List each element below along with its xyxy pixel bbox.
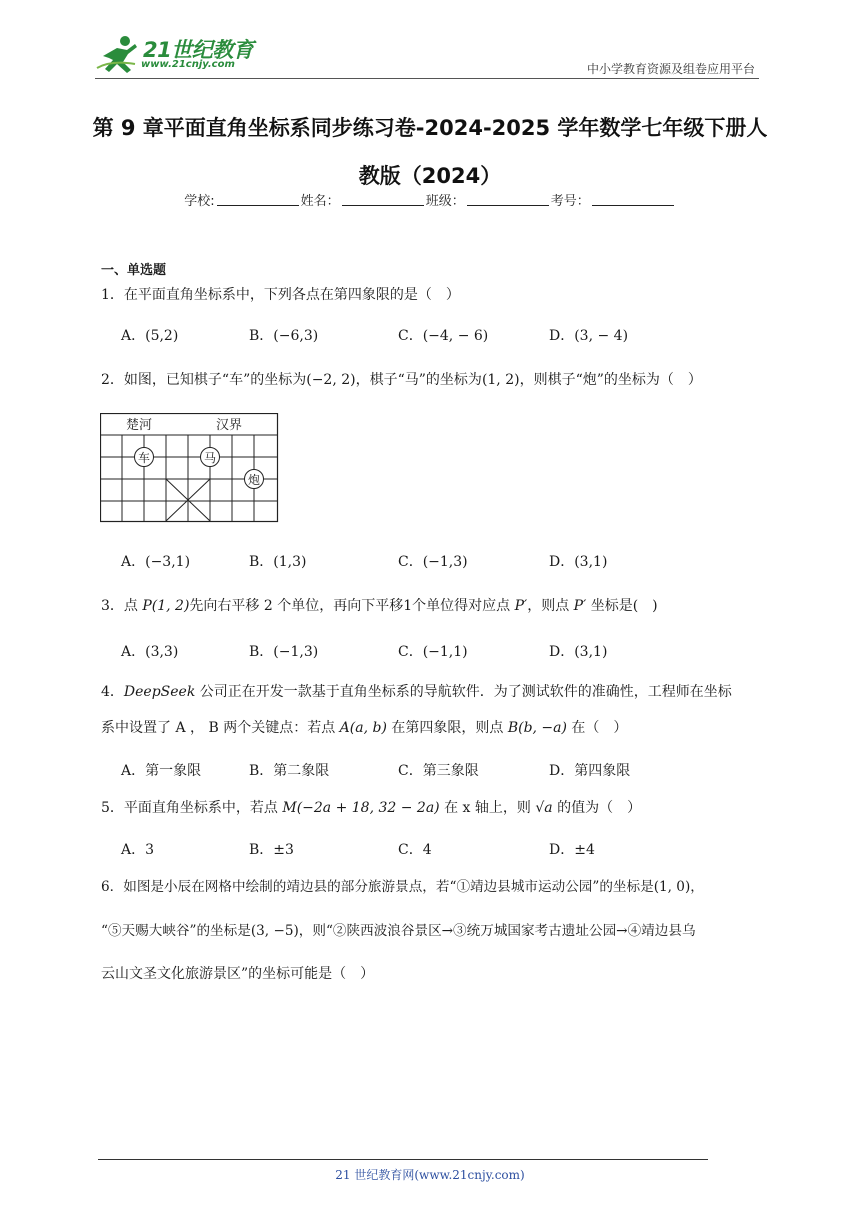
title-line-1: 第 9 章平面直角坐标系同步练习卷-2024-2025 学年数学七年级下册人 xyxy=(92,116,768,140)
class-label: 班级： xyxy=(425,194,465,209)
exam-no-label: 考号： xyxy=(550,194,590,209)
question-3 xyxy=(101,596,658,616)
q1-option-d[interactable]: D．(3, − 4) xyxy=(549,328,629,344)
page-header xyxy=(95,30,759,80)
q3-text-a: 3．点 xyxy=(101,598,143,614)
q2-coord-ma: (1, 2) xyxy=(481,372,520,388)
q4-option-c[interactable]: C．第三象限 xyxy=(398,763,479,779)
q4-text-a: 公司正在开发一款基于直角坐标系的导航软件．为了测试软件的准确性，工程师在坐标 xyxy=(195,684,732,700)
q2-option-d[interactable]: D．(3,1) xyxy=(549,554,608,570)
q5-option-c[interactable]: C．4 xyxy=(398,842,432,858)
q3-option-c[interactable]: C．(−1,1) xyxy=(398,644,468,660)
chess-board-figure xyxy=(100,413,280,525)
name-label: 姓名： xyxy=(300,194,340,209)
q6-line2-b: ，则“②陕西波浪谷景区→③统万城国家考古遗址公园→④靖边县乌 xyxy=(298,923,696,939)
school-field[interactable] xyxy=(217,194,299,206)
q4-number: 4． xyxy=(101,684,124,700)
question-6-line-3: 云山文圣文化旅游景区”的坐标可能是（ ） xyxy=(101,966,375,982)
footer-text[interactable]: 21 世纪教育网(www.21cnjy.com) xyxy=(335,1168,525,1182)
river-left-label: 楚河 xyxy=(126,418,153,433)
q5-text-c: 的值为（ ） xyxy=(552,800,642,816)
q3-option-d[interactable]: D．(3,1) xyxy=(549,644,608,660)
logo xyxy=(95,34,265,74)
question-4-line-1 xyxy=(101,682,732,702)
q2-text-b: ，棋子“马”的坐标为 xyxy=(355,372,482,388)
q5-sqrt: √a xyxy=(535,800,553,816)
page-title xyxy=(90,104,770,200)
q1-option-b[interactable]: B．(−6,3) xyxy=(249,328,319,344)
q3-option-a[interactable]: A．(3,3) xyxy=(121,644,179,660)
q4-line2-a: 系中设置了 A ， B 两个关键点：若点 xyxy=(101,720,340,736)
logo-text: 21世纪教育 xyxy=(143,38,254,62)
piece-pao: 炮 xyxy=(247,473,261,487)
q6-line2-coord: (3, −5) xyxy=(250,923,299,939)
logo-url: www.21cnjy.com xyxy=(141,59,235,70)
q6-line1-coord: (1, 0) xyxy=(653,879,691,895)
title-line-2: 教版（2024） xyxy=(358,164,502,188)
q6-line2-a: “⑤天赐大峡谷”的坐标是 xyxy=(101,923,251,939)
q3-text-b: 先向右平移 2 个单位，再向下平移1个单位得对应点 xyxy=(189,598,515,614)
footer-divider xyxy=(98,1159,708,1160)
q4-point-a: A(a, b) xyxy=(339,720,387,736)
q2-option-b[interactable]: B．(1,3) xyxy=(249,554,307,570)
q1-option-a[interactable]: A．(5,2) xyxy=(121,328,179,344)
q3-p-prime-2: P′ xyxy=(573,598,587,614)
q4-deepseek: DeepSeek xyxy=(123,684,196,700)
q5-option-d[interactable]: D．±4 xyxy=(549,842,595,858)
question-6-line-2 xyxy=(101,921,696,941)
q2-option-c[interactable]: C．(−1,3) xyxy=(398,554,468,570)
question-2 xyxy=(101,370,702,390)
q5-option-b[interactable]: B．±3 xyxy=(249,842,294,858)
q4-line2-b: 在第四象限，则点 xyxy=(386,720,508,736)
question-4-line-2 xyxy=(101,718,627,738)
section-heading: 一、单选题 xyxy=(101,263,167,278)
exam-no-field[interactable] xyxy=(592,194,674,206)
school-label: 学校: xyxy=(184,194,215,209)
header-divider xyxy=(95,78,759,79)
q5-option-a[interactable]: A．3 xyxy=(121,842,155,858)
class-field[interactable] xyxy=(467,194,549,206)
runner-logo-icon xyxy=(95,34,143,76)
q2-coord-che: (−2, 2) xyxy=(306,372,356,388)
q2-text-c: ，则棋子“炮”的坐标为（ ） xyxy=(519,372,702,388)
q3-point-p: P(1, 2) xyxy=(142,598,190,614)
q2-option-a[interactable]: A．(−3,1) xyxy=(121,554,191,570)
q4-option-d[interactable]: D．第四象限 xyxy=(549,763,631,779)
q6-line1-a: 6．如图是小辰在网格中绘制的靖边县的部分旅游景点，若“①靖边县城市运动公园”的坐标是 xyxy=(101,879,654,895)
q3-p-prime: P′ xyxy=(514,598,528,614)
q4-option-a[interactable]: A．第一象限 xyxy=(121,763,202,779)
name-field[interactable] xyxy=(342,194,424,206)
q6-line1-b: ， xyxy=(690,879,704,895)
q4-option-b[interactable]: B．第二象限 xyxy=(249,763,330,779)
q3-text-c: ，则点 xyxy=(527,598,574,614)
question-6-line-1 xyxy=(101,877,704,897)
piece-ma: 马 xyxy=(203,451,217,465)
q3-text-d: 坐标是( ) xyxy=(586,598,658,614)
q5-text-b: 在 x 轴上，则 xyxy=(439,800,536,816)
q1-option-c[interactable]: C．(−4, − 6) xyxy=(398,328,489,344)
q5-point-m: M(−2a + 18, 32 − 2a) xyxy=(282,800,440,816)
student-info xyxy=(0,190,860,209)
q4-point-b: B(b, −a) xyxy=(507,720,567,736)
piece-che: 车 xyxy=(137,451,151,465)
q5-text-a: 5．平面直角坐标系中，若点 xyxy=(101,800,283,816)
q3-option-b[interactable]: B．(−1,3) xyxy=(249,644,319,660)
question-1: 1．在平面直角坐标系中，下列各点在第四象限的是（ ） xyxy=(101,287,460,303)
platform-name: 中小学教育资源及组卷应用平台 xyxy=(586,62,755,76)
q4-line2-c: 在（ ） xyxy=(566,720,628,736)
question-5 xyxy=(101,798,641,818)
q2-text-a: 2．如图，已知棋子“车”的坐标为 xyxy=(101,372,307,388)
river-right-label: 汉界 xyxy=(216,418,243,433)
